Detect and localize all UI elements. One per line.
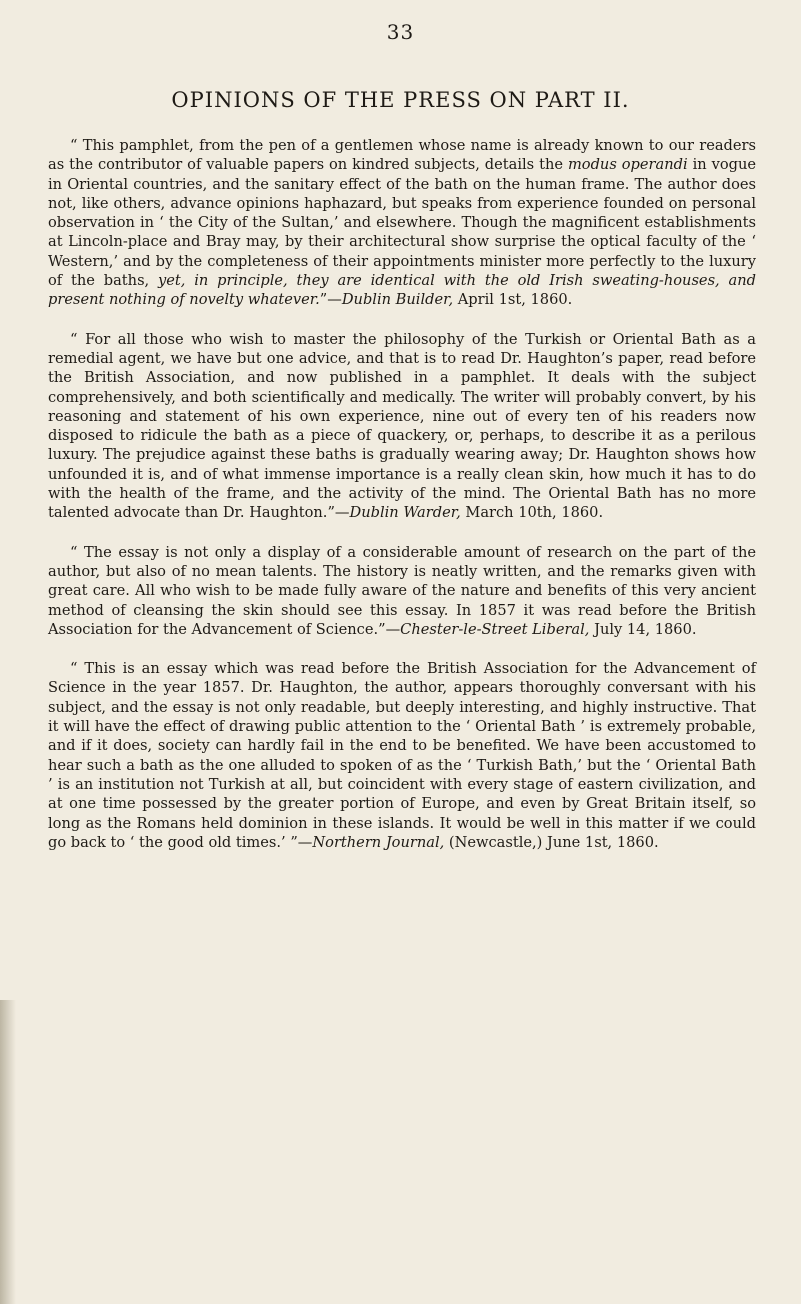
- review-northern-journal: [48, 659, 756, 852]
- review-date: July 14, 1860.: [589, 620, 697, 638]
- review-dublin-builder: [48, 136, 756, 310]
- review-close: ”—: [319, 291, 342, 309]
- review-source: Dublin Warder,: [349, 504, 461, 522]
- review-close: ”—: [290, 833, 313, 851]
- review-emphasis: yet, in principle, they are identical with the old Irish sweating-houses, and present nothing of novelty whatever.: [48, 272, 756, 309]
- review-source: Northern Journal,: [312, 833, 445, 851]
- review-close: ”—: [327, 504, 350, 522]
- review-source: Dublin Builder,: [341, 291, 454, 309]
- page-edge-shadow: [0, 1000, 16, 1304]
- review-emphasis: modus operandi: [567, 156, 688, 174]
- review-date: March 10th, 1860.: [460, 504, 604, 522]
- review-text: “ This pamphlet, from the pen of a gentlemen whose name is already known to our readers as the contributor of valuable papers on kindred subjects, details the: [48, 137, 756, 174]
- review-text: “ The essay is not only a display of a considerable amount of research on the part of the author, but also of no mean talents. The history is neatly written, and the remarks given with great care. All who wish to be made fully aware of the nature and benefits of this very ancient method of cleansing the skin should see this essay. In 1857 it was read before the British Association for the Advancement of Science.: [48, 543, 756, 638]
- review-chester-le-street-liberal: [48, 543, 756, 639]
- review-close: ”—: [378, 620, 401, 638]
- review-date: April 1st, 1860.: [453, 291, 573, 309]
- review-text: “ This is an essay which was read before the British Association for the Advancement of Science in the year 1857. Dr. Haughton, the author, appears thoroughly conversant with his subject, and the essay is not only readable, but deeply interesting, and highly instructive. That it will have the effect of drawing public attention to the ‘ Oriental Bath ’ is extremely probable, and if it does, society can hardly fail in the end to be benefited. We have been accustomed to hear such a bath as the one alluded to spoken of as the ‘ Turkish Bath,’ but the ‘ Oriental Bath ’ is an institution not Turkish at all, but coincident with every stage of eastern civilization, and at one time possessed by the greater portion of Europe, and even by Great Britain itself, so long as the Romans held dominion in these islands. It would be well in this matter if we could go back to ‘ the good old times.’: [48, 660, 756, 851]
- page-heading: OPINIONS OF THE PRESS ON PART II.: [171, 88, 630, 112]
- review-source: Chester-le-Street Liberal,: [400, 620, 590, 638]
- press-reviews: [48, 136, 756, 872]
- review-text: “ For all those who wish to master the philosophy of the Turkish or Oriental Bath as a remedial agent, we have but one advice, and that is to read Dr. Haughton’s paper, read before the British Association, and now published in a pamphlet. It deals with the subject comprehensively, and both scientifically and medically. The writer will probably convert, by his reasoning and statement of his own experience, nine out of every ten of his readers now disposed to ridicule the bath as a piece of quackery, or, perhaps, to describe it as a perilous luxury. The prejudice against these baths is gradually wearing away; Dr. Haughton shows how unfounded it is, and of what immense importance is a really clean skin, how much it has to do with the health of the frame, and the activity of the mind. The Oriental Bath has no more talented advocate than Dr. Haughton.: [48, 330, 756, 522]
- page-number: 33: [386, 20, 415, 44]
- review-dublin-warder: [48, 330, 756, 523]
- review-text: in vogue in Oriental countries, and the sanitary effect of the bath on the human frame. The author does not, like others, advance opinions haphazard, but speaks from experience founded on personal observation in ‘ the City of the Sultan,’ and elsewhere. Though the magnificent establishments at Lincoln-place and Bray may, by their architectural show surprise the optical faculty of the ‘ Western,’ and by the completeness of their appointments minister more perfectly to the luxury of the baths,: [48, 156, 756, 290]
- review-date: (Newcastle,) June 1st, 1860.: [444, 833, 659, 851]
